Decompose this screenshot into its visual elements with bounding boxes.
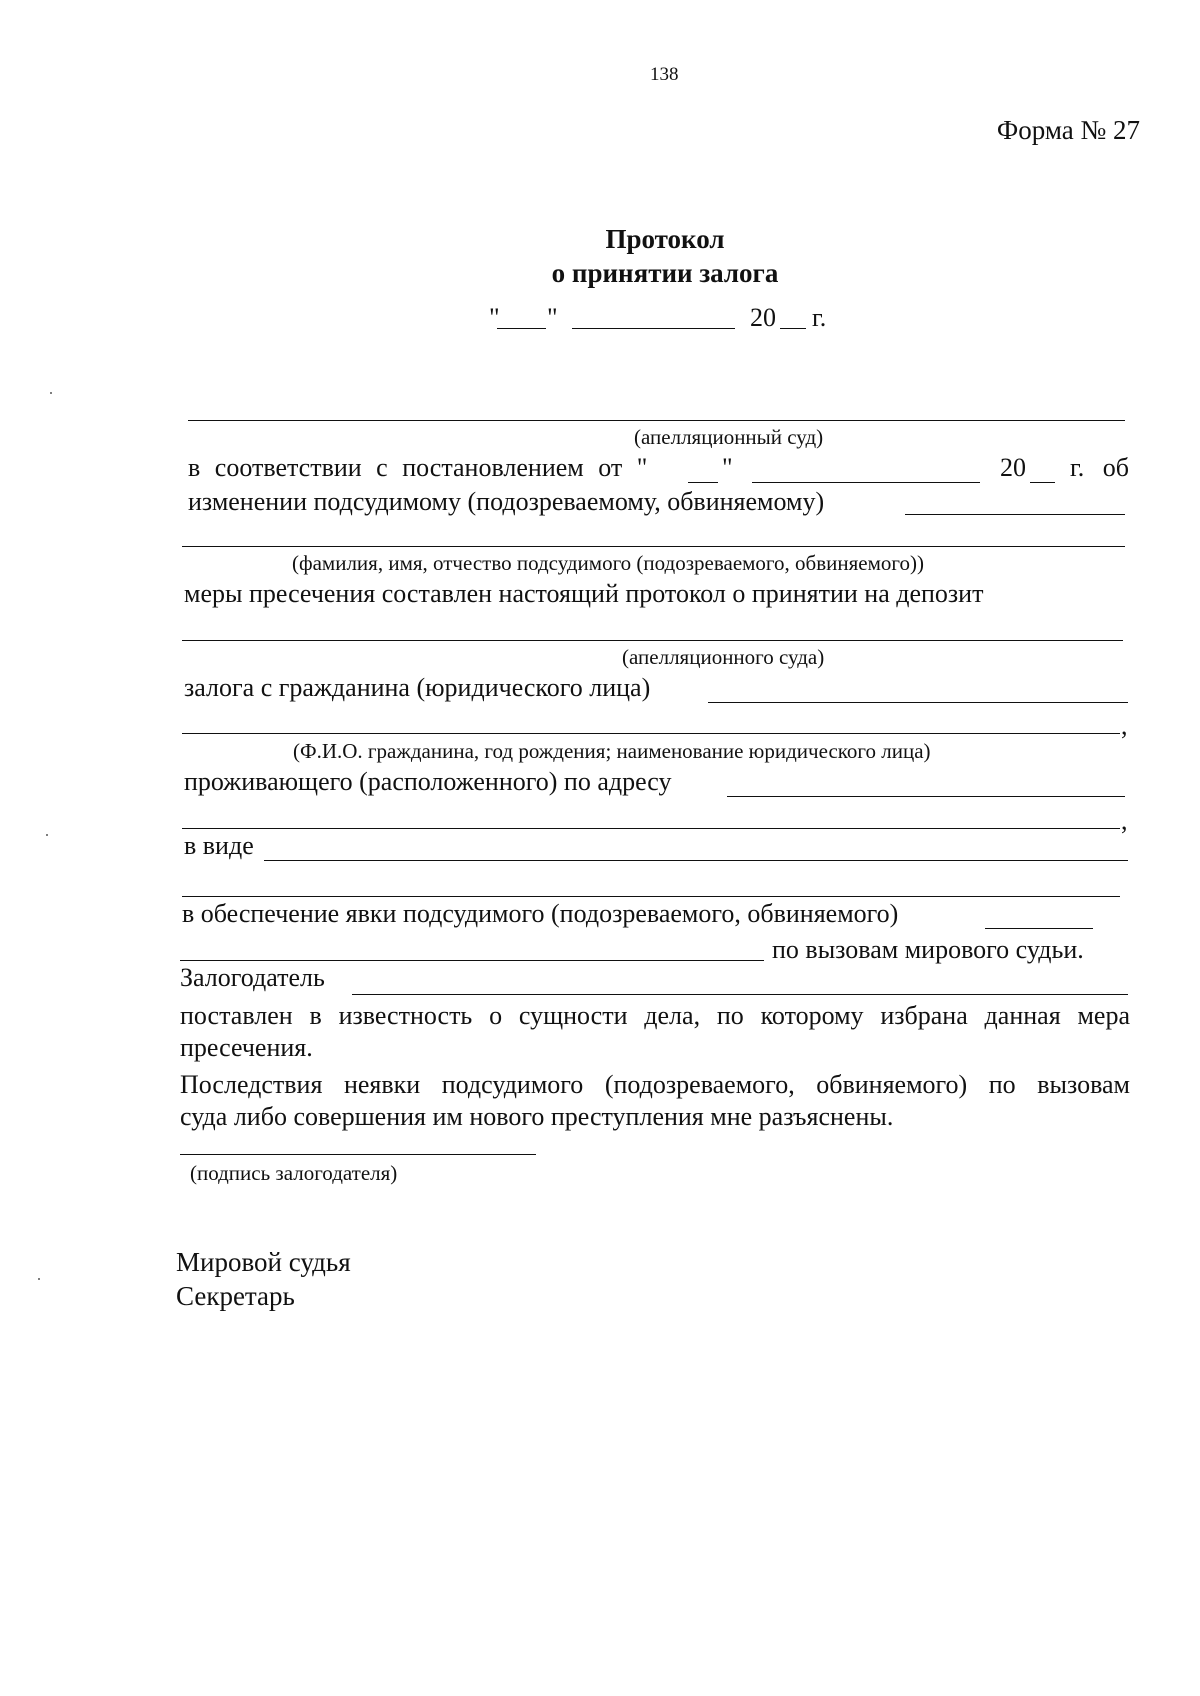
consequences-text-line-2: суда либо совершения им нового преступления мне разъяснены. [180, 1102, 894, 1131]
decree-year-blank[interactable] [1030, 482, 1055, 483]
address-blank-2[interactable] [182, 828, 1120, 829]
address-text: проживающего (расположенного) по адресу [184, 767, 672, 796]
summons-text: по вызовам мирового судьи. [772, 935, 1084, 964]
consequences-text-line-1: Последствия неявки подсудимого (подозреваемого, обвиняемого) по вызовам [180, 1070, 1130, 1099]
in-form-text: в виде [184, 831, 254, 860]
decree-suffix: г. об [1070, 453, 1129, 482]
pledge-form-blank-1[interactable] [264, 860, 1128, 861]
title-date-suffix: г. [812, 303, 827, 332]
informed-text-line-1: поставлен в известность о сущности дела, по которому избрана данная мера [180, 1001, 1130, 1030]
title-date-close-quote: " [547, 303, 558, 332]
pledger-name-blank-1[interactable] [708, 702, 1128, 703]
hint-fio: (фамилия, имя, отчество подсудимого (подозреваемого, обвиняемого)) [292, 551, 924, 575]
change-measure-text: изменении подсудимому (подозреваемому, обвиняемому) [188, 487, 825, 516]
ensure-appearance-text: в обеспечение явки подсудимого (подозреваемого, обвиняемого) [182, 899, 899, 928]
ensure-blank-1[interactable] [985, 928, 1093, 929]
pledger-signature-blank[interactable] [180, 1154, 536, 1155]
decree-day-blank[interactable] [688, 482, 718, 483]
pledger-blank[interactable] [352, 994, 1128, 995]
pledge-form-blank-2[interactable] [182, 896, 1120, 897]
scan-speck [46, 834, 48, 836]
decree-text: в соответствии с постановлением от " [188, 453, 648, 482]
document-subtitle: о принятии залога [551, 258, 779, 288]
hint-person: (Ф.И.О. гражданина, год рождения; наименование юридического лица) [293, 739, 931, 763]
accused-name-blank-2[interactable] [182, 546, 1125, 547]
pledger-label: Залогодатель [180, 963, 325, 992]
address-comma: , [1121, 806, 1128, 835]
title-date-open-quote: " [489, 303, 500, 332]
title-date-year-prefix: 20 [750, 303, 776, 332]
decree-close-quote: " [722, 453, 733, 482]
decree-year-prefix: 20 [1000, 453, 1026, 482]
decree-month-blank[interactable] [752, 482, 980, 483]
court-name-blank[interactable] [188, 420, 1125, 421]
title-date-day-blank[interactable] [497, 328, 546, 329]
pledger-name-blank-2[interactable] [182, 733, 1120, 734]
form-label: Форма № 27 [996, 115, 1140, 145]
hint-court: (апелляционный суд) [634, 425, 824, 449]
secretary-label: Секретарь [176, 1281, 295, 1311]
address-blank-1[interactable] [727, 796, 1125, 797]
informed-text-line-2: пресечения. [180, 1033, 313, 1062]
hint-court-genitive: (апелляционного суда) [622, 645, 825, 669]
deposit-court-blank[interactable] [182, 640, 1123, 641]
document-title: Протокол [605, 224, 725, 254]
page-number: 138 [650, 64, 679, 85]
hint-signature: (подпись залогодателя) [190, 1161, 398, 1185]
measure-text: меры пресечения составлен настоящий протокол о принятии на депозит [184, 579, 984, 608]
pledge-from-text: залога с гражданина (юридического лица) [184, 673, 651, 702]
scan-speck [38, 1278, 40, 1280]
judge-label: Мировой судья [176, 1247, 351, 1277]
title-date-year-blank[interactable] [780, 328, 806, 329]
scan-speck [50, 392, 52, 394]
title-date-month-blank[interactable] [572, 328, 735, 329]
accused-name-blank-1[interactable] [905, 514, 1125, 515]
pledger-name-comma: , [1121, 711, 1128, 740]
ensure-blank-2[interactable] [180, 960, 764, 961]
